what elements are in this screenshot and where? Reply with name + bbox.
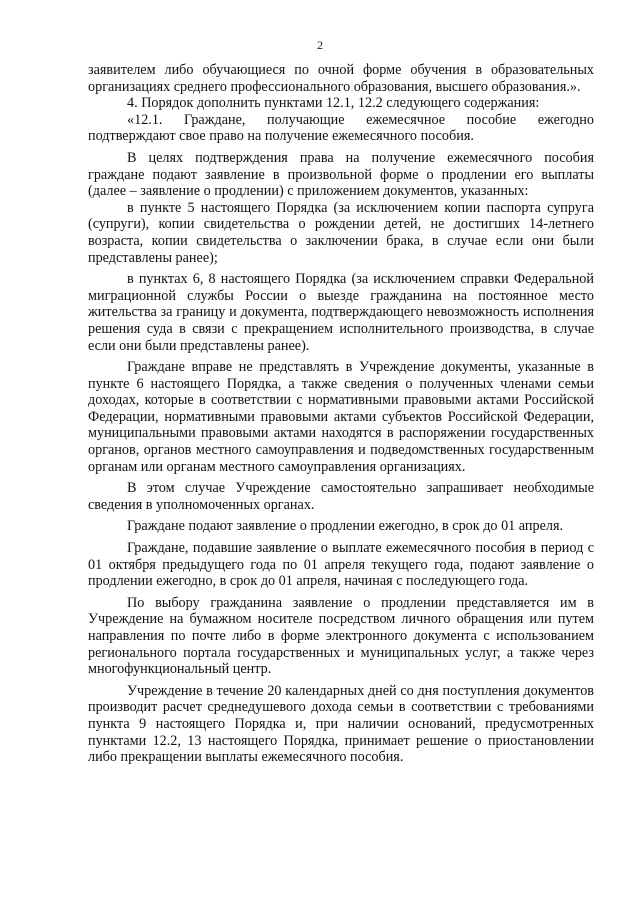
document-body (88, 62, 594, 766)
paragraph-period-deadline: Граждане, подавшие заявление о выплате ежемесячного пособия в период с 01 октября предыдущего года по 01 апреля текущего года, подают заявление о продлении ежегодно, в срок до 01 апреля, начиная с последующего года. (88, 540, 594, 590)
page-number: 2 (317, 38, 323, 52)
paragraph-submission-methods: По выбору гражданина заявление о продлении представляется им в Учреждение на бумажном носителе посредством личного обращения или путем направления по почте либо в форме электронного документа с использованием регионального портала государственных и муниципальных услуг, а также через многофункциональный центр. (88, 594, 594, 678)
paragraph-optional-documents: Граждане вправе не представлять в Учреждение документы, указанные в пункте 6 настоящего Порядка, а также сведения о полученных членами семьи доходах, которые в соответствии с нормативными правовыми актами Российской Федерации, нормативными правовыми актами субъектов Российской Федерации, муниципальными правовыми актами находятся в распоряжении государственных органов, органов местного самоуправления и подведомственных государственным органам или органам местного самоуправления организациях. (88, 359, 594, 475)
paragraph-calculation-decision: Учреждение в течение 20 календарных дней со дня поступления документов производит расчет среднедушевого дохода семьи в соответствии с требованиями пункта 9 настоящего Порядка и, при наличии оснований, предусмотренных пунктами 12.2, 13 настоящего Порядка, принимает решение о приостановлении либо прекращении выплаты ежемесячного пособия. (88, 682, 594, 766)
paragraph-annual-deadline: Граждане подают заявление о продлении ежегодно, в срок до 01 апреля. (127, 518, 564, 535)
paragraph-continuation: заявителем либо обучающиеся по очной форме обучения в образовательных организациях среднего профессионального образования, высшего образования.». (88, 62, 594, 95)
paragraph-point-5: в пункте 5 настоящего Порядка (за исключением копии паспорта супруга (супруги), копии свидетельства о рождении детей, не достигших 14-летнего возраста, копии свидетельства о заключении брака, в случае если они были представлены ранее); (88, 199, 594, 266)
paragraph-institution-request: В этом случае Учреждение самостоятельно запрашивает необходимые сведения в уполномоченных органах. (88, 480, 594, 513)
paragraph-amendment-intro: 4. Порядок дополнить пунктами 12.1, 12.2 следующего содержания: (127, 95, 540, 112)
paragraph-points-6-8: в пунктах 6, 8 настоящего Порядка (за исключением справки Федеральной миграционной службы России о выезде гражданина на постоянное место жительства за границу и документа, подтверждающего невозможность исполнения решения суда в связи с прекращением исполнительного производства, в случае если они были представлены ранее). (88, 271, 594, 354)
paragraph-12-1: «12.1. Граждане, получающие ежемесячное пособие ежегодно подтверждают свое право на получение ежемесячного пособия. (88, 111, 594, 145)
paragraph-confirmation: В целях подтверждения права на получение ежемесячного пособия граждане подают заявление в произвольной форме о продлении его выплаты (далее – заявление о продлении) с приложением документов, указанных: (88, 149, 594, 200)
